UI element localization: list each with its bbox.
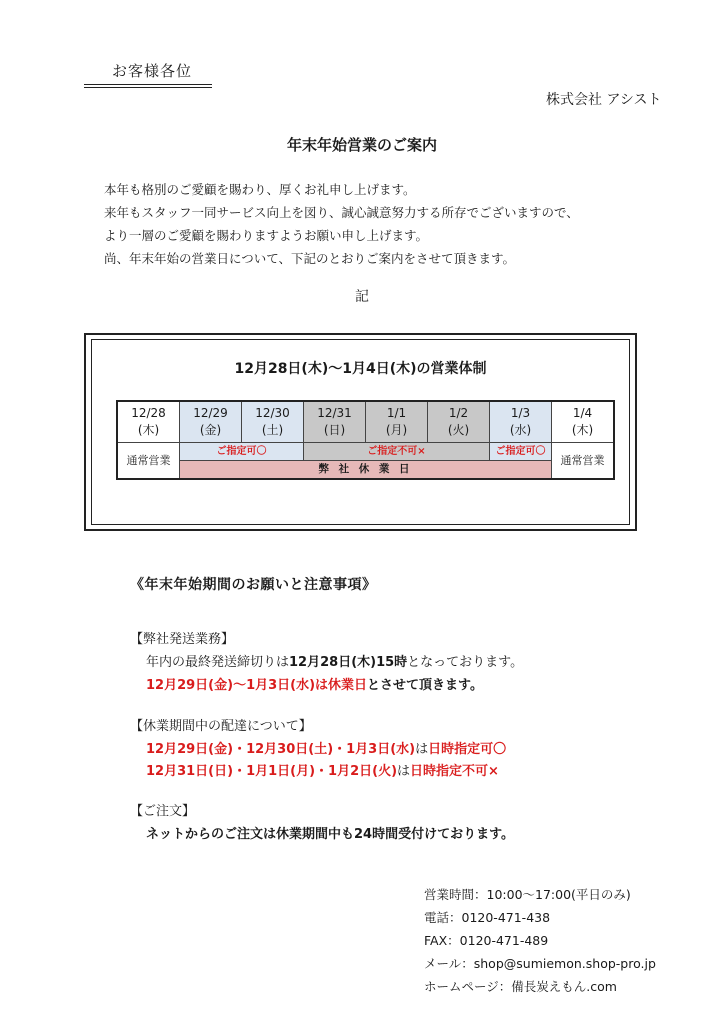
day-date: 1/4: [572, 406, 593, 420]
schedule-holiday-row: [117, 461, 614, 480]
schedule-date-row: [117, 401, 614, 443]
normal-business-cell-start: 通常営業: [117, 443, 180, 480]
day-weekday: (火): [447, 423, 470, 437]
day-date: 12/31: [317, 406, 352, 420]
shipping-line-1: [146, 651, 523, 670]
business-hours: 営業時間：10:00〜17:00(平日のみ): [424, 887, 631, 902]
ki-marker: 記: [355, 289, 369, 305]
greeting-line-1: 本年も格別のご愛顧を賜わり、厚くお礼申し上げます。: [104, 182, 416, 197]
email-address: メール：shop@sumiemon.shop-pro.jp: [424, 956, 656, 971]
notes-title: 《年末年始期間のお願いと注意事項》: [130, 577, 377, 593]
day-cell-1229: [180, 401, 242, 443]
greeting-line-3: より一層のご愛顧を賜わりますようお願い申し上げます。: [104, 228, 429, 243]
shipping-deadline: 12月28日(木)15時: [289, 655, 408, 670]
document-title: 年末年始営業のご案内: [286, 136, 437, 154]
greeting-line-2: 来年もスタッフ一同サービス向上を図り、誠心誠意努力する所存でございますので、: [104, 205, 579, 220]
order-line: ネットからのご注文は休業期間中も24時間受付けております。: [146, 827, 515, 842]
day-cell-1230: [242, 401, 304, 443]
addressee: お客様各位: [112, 62, 193, 80]
delivery-ok-cell-1: ご指定可〇: [180, 443, 304, 461]
day-date: 1/3: [510, 406, 531, 420]
day-date: 1/1: [386, 406, 407, 420]
holiday-cell: 弊 社 休 業 日: [180, 461, 552, 480]
delivery-ok-dates: 12月29日(金)・12月30日(土)・1月3日(水): [146, 742, 416, 757]
day-weekday: (木): [571, 423, 594, 437]
normal-business-cell-end: 通常営業: [552, 443, 615, 480]
day-cell-0103: [490, 401, 552, 443]
delivery-line-2: [146, 760, 499, 779]
company-name: 株式会社 アシスト: [546, 92, 662, 108]
delivery-ng-label: 日時指定不可×: [410, 764, 499, 779]
day-weekday: (月): [385, 423, 408, 437]
day-weekday: (木): [137, 423, 160, 437]
shipping-line-2-end: とさせて頂きます。: [367, 678, 484, 693]
delivery-line-1: [146, 738, 506, 757]
delivery-ng-dates: 12月31日(日)・1月1日(月)・1月2日(火): [146, 764, 398, 779]
order-heading: 【ご注文】: [130, 804, 196, 819]
day-cell-1228: [117, 401, 180, 443]
day-date: 12/30: [255, 406, 290, 420]
schedule-table: [116, 400, 615, 480]
shipping-holiday-period: 12月29日(金)〜1月3日(水)は休業日: [146, 678, 368, 693]
day-weekday: (金): [199, 423, 222, 437]
day-date: 1/2: [448, 406, 469, 420]
day-cell-0101: [366, 401, 428, 443]
delivery-ng-cell: ご指定不可×: [304, 443, 490, 461]
day-date: 12/28: [131, 406, 166, 420]
delivery-line-1-particle: は: [415, 742, 429, 757]
day-cell-0102: [428, 401, 490, 443]
shipping-line-1-text: 年内の最終発送締切りは: [146, 655, 290, 670]
shipping-line-2: [146, 674, 483, 693]
greeting-line-4: 尚、年末年始の営業日について、下記のとおりご案内をさせて頂きます。: [104, 251, 516, 266]
homepage-url: ホームページ：備長炭えもん.com: [424, 979, 617, 994]
schedule-title: 12月28日(木)〜1月4日(木)の営業体制: [234, 361, 487, 377]
phone-number: 電話：0120-471-438: [424, 910, 551, 925]
day-weekday: (水): [509, 423, 532, 437]
shipping-line-1-end: となっております。: [407, 655, 524, 670]
day-date: 12/29: [193, 406, 228, 420]
shipping-heading: 【弊社発送業務】: [130, 632, 235, 647]
delivery-line-2-particle: は: [397, 764, 411, 779]
delivery-ok-cell-2: ご指定可〇: [490, 443, 552, 461]
day-weekday: (土): [261, 423, 284, 437]
schedule-delivery-row: [117, 443, 614, 461]
delivery-heading: 【休業期間中の配達について】: [130, 719, 312, 734]
day-weekday: (日): [323, 423, 346, 437]
day-cell-1231: [304, 401, 366, 443]
day-cell-0104: [552, 401, 615, 443]
addressee-underline-double: [84, 87, 212, 88]
delivery-ok-label: 日時指定可〇: [428, 742, 507, 757]
fax-number: FAX：0120-471-489: [424, 933, 549, 948]
addressee-underline: [84, 84, 212, 85]
